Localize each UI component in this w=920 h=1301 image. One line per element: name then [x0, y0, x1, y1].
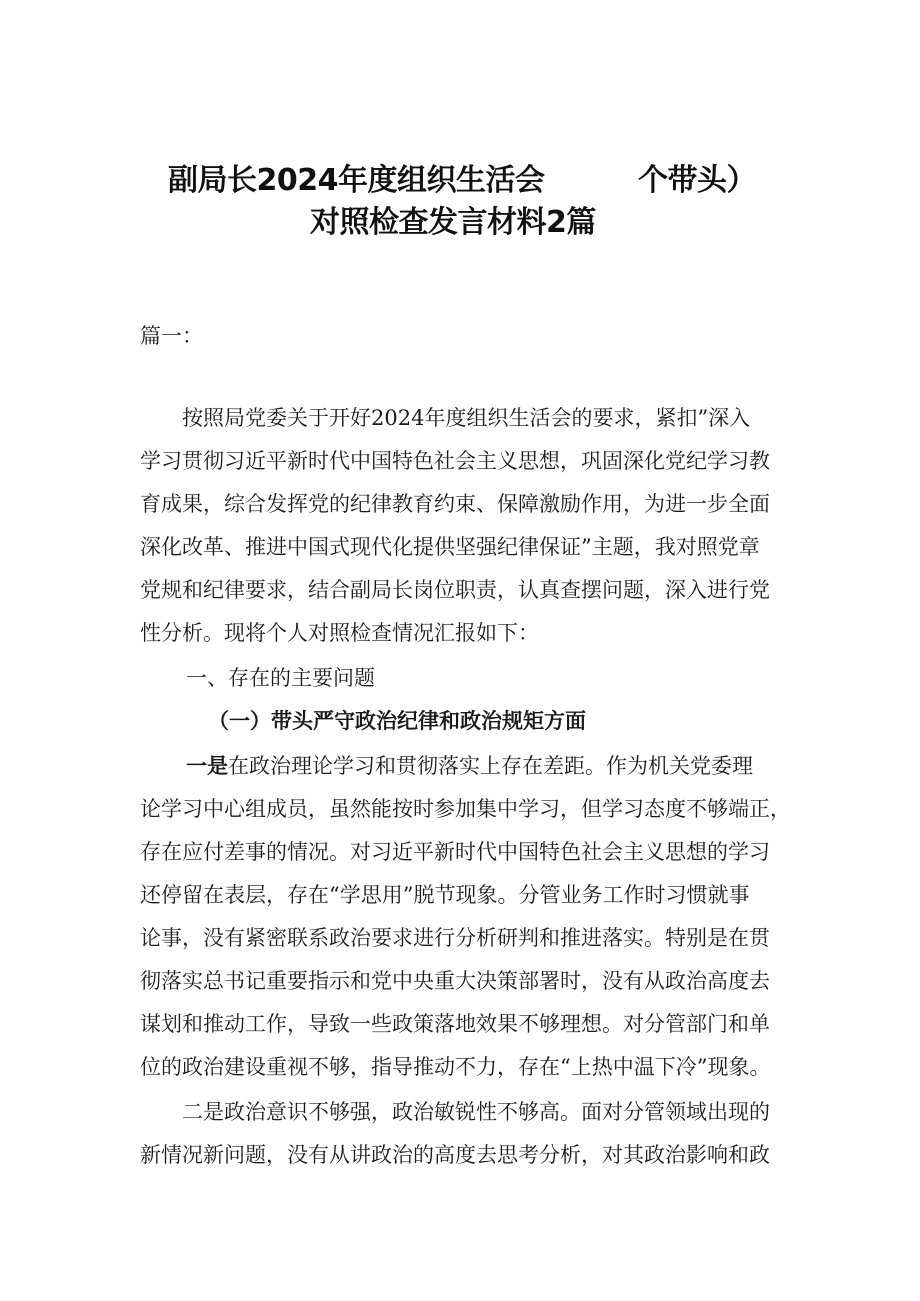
paragraph-1-line: 性分析。现将个人对照检查情况汇报如下： [140, 621, 539, 645]
paragraph-2-line: 谋划和推动工作，导致一些政策落地效果不够理想。对分管部门和单 [140, 1012, 770, 1036]
paragraph-2-line: 还停留在表层，存在“学思用”脱节现象。分管业务工作时习惯就事 [140, 883, 750, 907]
paragraph-2-first-line [186, 750, 753, 780]
paragraph-2-line: 论学习中心组成员，虽然能按时参加集中学习，但学习态度不够端正， [140, 797, 791, 821]
paragraph-2-line: 位的政治建设重视不够，指导推动不力，存在“上热中温下冷”现象。 [140, 1055, 771, 1079]
paragraph-1-line: 按照局党委关于开好2024年度组织生活会的要求，紧扣”深入 [140, 406, 751, 430]
paragraph-3-line: 二是政治意识不够强，政治敏锐性不够高。面对分管领域出现的 [140, 1100, 770, 1124]
title-line-1-part-2: 个带头） [638, 163, 756, 198]
paragraph-1-line: 育成果，综合发挥党的纪律教育约束、保障激励作用，为进一步全面 [140, 492, 770, 516]
title-line-2: 对照检查发言材料2篇 [310, 205, 596, 240]
paragraph-2-line: 存在应付差事的情况。对习近平新时代中国特色社会主义思想的学习 [140, 840, 770, 864]
paragraph-2-line: 论事，没有紧密联系政治要求进行分析研判和推进落实。特别是在贯 [140, 926, 770, 950]
section-label: 篇一： [140, 324, 203, 348]
paragraph-2-line: 彻落实总书记重要指示和党中央重大决策部署时，没有从政治高度去 [140, 969, 770, 993]
paragraph-1-line: 学习贯彻习近平新时代中国特色社会主义思想，巩固深化党纪学习教 [140, 449, 770, 473]
paragraph-2-lead: 一是 [186, 753, 228, 778]
paragraph-2-first-rest: 在政治理论学习和贯彻落实上存在差距。作为机关党委理 [228, 754, 753, 778]
paragraph-1-line: 党规和纪律要求，结合副局长岗位职责，认真查摆问题，深入进行党 [140, 578, 770, 602]
paragraph-3-line: 新情况新问题，没有从讲政治的高度去思考分析，对其政治影响和政 [140, 1143, 770, 1167]
heading-level-2: （一）带头严守政治纪律和政治规矩方面 [208, 708, 586, 733]
title-line-1-part-1: 副局长2024年度组织生活会 [168, 163, 545, 198]
heading-level-1: 一、存在的主要问题 [186, 666, 375, 690]
paragraph-1-line: 深化改革、推进中国式现代化提供坚强纪律保证”主题，我对照党章 [140, 535, 760, 559]
